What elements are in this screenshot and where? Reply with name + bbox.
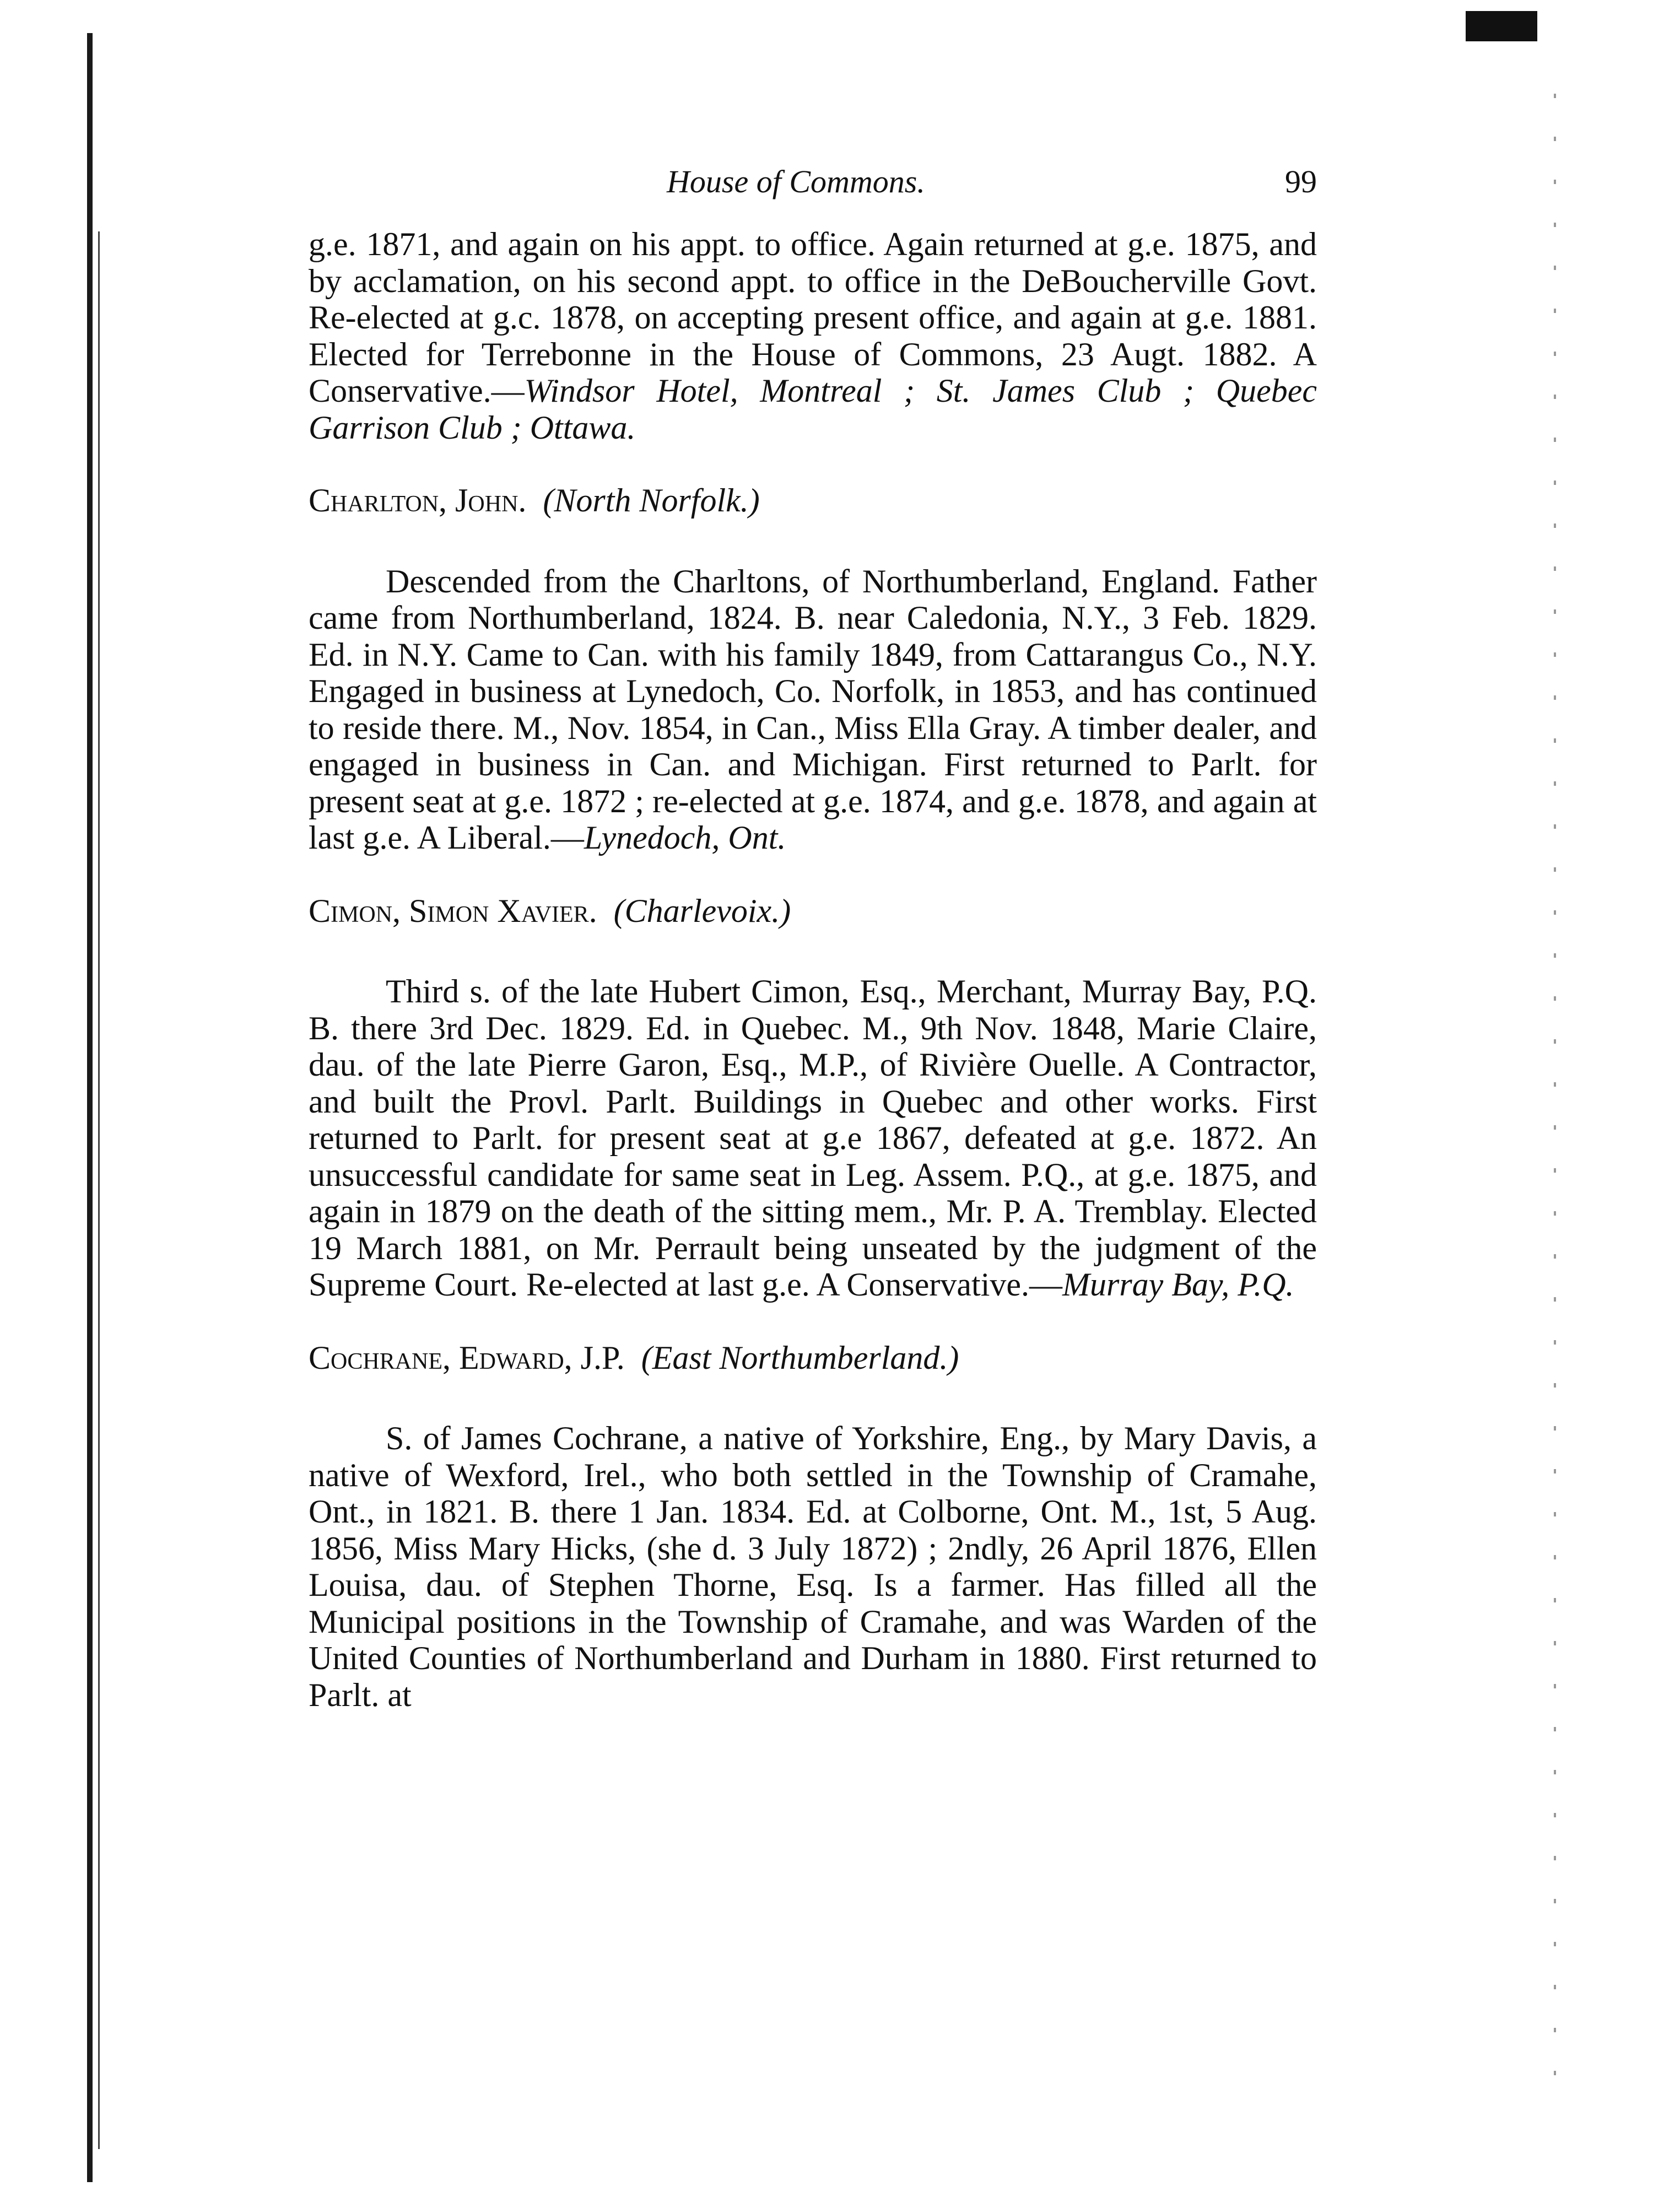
entry-text: Third s. of the late Hubert Cimon, Esq., Merchant, Murray Bay, P.Q. B. there 3rd Dec. 1829. Ed. in Quebec. M., 9th Nov. 1848, Marie Claire, dau. of the late Pierre Garon, Esq., M.P., of Rivière Ouelle. A Contractor, and built the Provl. Parlt. Buildings in Quebec and other works. First returned to Parlt. for present seat at g.e 1867, defeated at g.e. 1872. An unsuccessful candidate for same seat in Leg. Assem. P.Q., at g.e. 1875, and again in 1879 on the death of the sitting mem., Mr. P. A. Tremblay. Elected 19 March 1881, on Mr. Perrault being unseated by the judgment of the Supreme Court. Re-elected at last g.e. A Conservative.— [309,973,1317,1303]
scan-corner-blot [1466,11,1537,41]
entry-body-cimon [309,973,1317,1303]
entry-address: Lynedoch, Ont. [584,819,786,856]
entry-name: Cimon, Simon Xavier. [309,892,597,929]
entry-constituency: (Charlevoix.) [613,892,791,929]
entry-constituency: (North Norfolk.) [543,482,760,519]
scan-binding-edge [87,33,93,2182]
entry-body-cochrane [309,1420,1317,1713]
entry-heading-cochrane [309,1340,1317,1377]
entry-heading-cimon [309,893,1317,930]
entry-text: S. of James Cochrane, a native of Yorkshire, Eng., by Mary Davis, a native of Wexford, Irel., who both settled in the Township of Cramahe, Ont., in 1821. B. there 1 Jan. 1834. Ed. at Colborne, Ont. M., 1st, 5 Aug. 1856, Miss Mary Hicks, (she d. 3 July 1872) ; 2ndly, 26 April 1876, Ellen Louisa, dau. of Stephen Thorne, Esq. Is a farmer. Has filled all the Municipal positions in the Township of Cramahe, and was Warden of the United Counties of Northumberland and Durham in 1880. First returned to Parlt. at [309,1420,1317,1713]
entry-body-charlton [309,563,1317,856]
continuation-paragraph [309,226,1317,446]
entry-constituency: (East Northumberland.) [641,1339,959,1376]
page-number: 99 [1285,164,1317,199]
running-head [309,160,1317,204]
scan-edge-line [98,231,100,2149]
continuation-text: g.e. 1871, and again on his appt. to office. Again returned at g.e. 1875, and by acclamation, on his second appt. to office in the DeBoucherville Govt. Re-elected at g.c. 1878, on accepting present office, and again at g.e. 1881. Elected for Terrebonne in the House of Commons, 23 Augt. 1882. A Conservative.— [309,226,1317,409]
entry-address: Murray Bay, P.Q. [1062,1266,1294,1303]
entry-name: Charlton, John. [309,482,527,519]
entry-text: Descended from the Charltons, of Northumberland, England. Father came from Northumberland, 1824. B. near Caledonia, N.Y., 3 Feb. 1829. Ed. in N.Y. Came to Can. with his family 1849, from Cattarangus Co., N.Y. Engaged in business at Lynedoch, Co. Norfolk, in 1853, and has continued to reside there. M., Nov. 1854, in Can., Miss Ella Gray. A timber dealer, and engaged in business in Can. and Michigan. First returned to Parlt. for present seat at g.e. 1872 ; re-elected at g.e. 1874, and g.e. 1878, and again at last g.e. A Liberal.— [309,563,1317,856]
entry-name: Cochrane, Edward, J.P. [309,1339,625,1376]
page-content [309,226,1317,1713]
scan-right-specks [1554,55,1556,2094]
continuation-address: Windsor Hotel, Montreal ; St. James Club ; Quebec Garrison Club ; Ottawa. [309,373,1317,446]
entry-heading-charlton [309,482,1317,519]
running-title: House of Commons. [667,164,925,199]
